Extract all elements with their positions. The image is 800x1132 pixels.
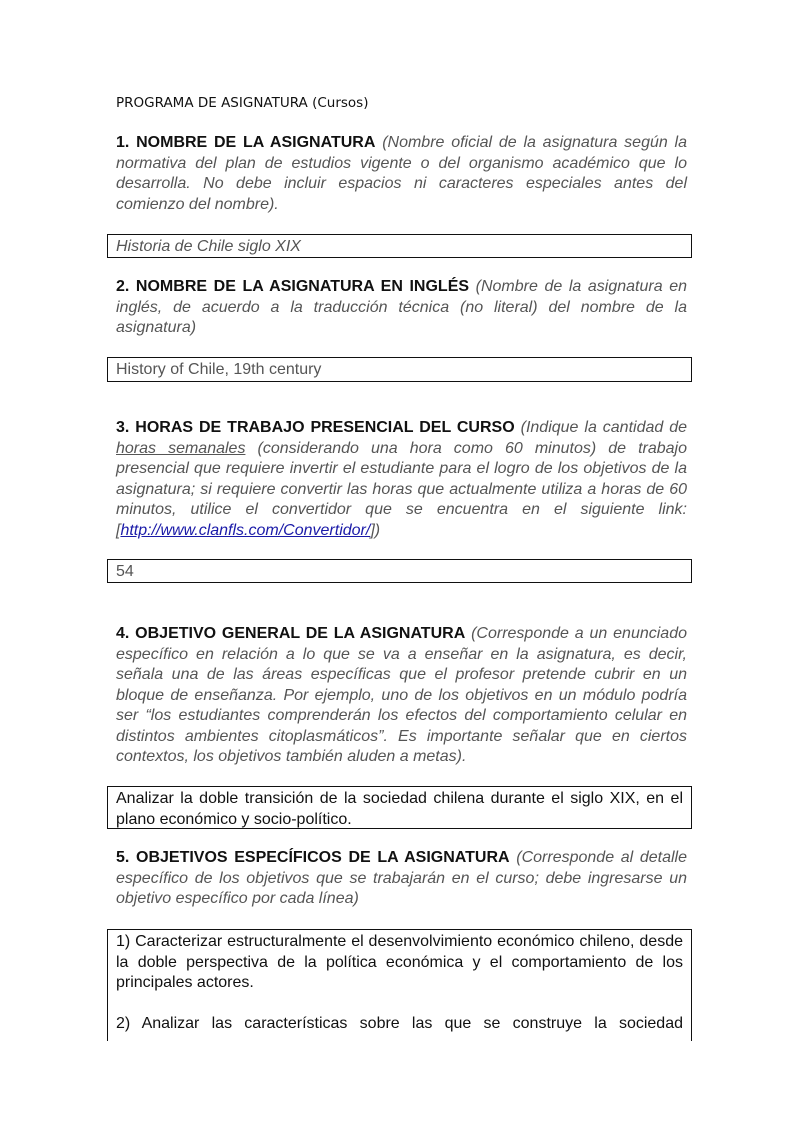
section-3-note-a: (Indique la cantidad de xyxy=(520,419,688,436)
general-objective-value: Analizar la doble transición de la sociedad chilena durante el siglo XIX, en el plano económico y socio-político. xyxy=(116,790,683,828)
course-name-english-value: History of Chile, 19th century xyxy=(116,361,322,378)
section-5-instructions xyxy=(116,848,687,910)
section-3-note-b: (considerando una hora como 60 minutos) de trabajo presencial que requiere invertir el estudiante para el logro de los objetivos de la asignatura; si requiere convertir las horas que actualmente utiliza a horas de 60 minutos, utilice el convertidor que se encuentra en el siguiente link: [ xyxy=(116,439,687,539)
section-3-title: 3. HORAS DE TRABAJO PRESENCIAL DEL CURSO xyxy=(116,419,515,436)
specific-objectives-field[interactable] xyxy=(107,929,692,1041)
weekly-hours-value: 54 xyxy=(116,563,134,580)
section-4-note: (Corresponde a un enunciado específico en relación a lo que se va a enseñar en la asignatura, es decir, señala una de las áreas específicas que el profesor pretende cubrir en un bloque de enseñanza. Por ejemplo, uno de los objetivos en un módulo podría ser “los estudiantes comprenderán los efectos del comportamiento celular en distintos ambientes citoplasmáticos”. Es importante señalar que en ciertos contextos, los objetivos también aluden a metas). xyxy=(116,625,687,765)
section-4-title: 4. OBJETIVO GENERAL DE LA ASIGNATURA xyxy=(116,625,466,642)
section-4-instructions xyxy=(116,624,687,768)
course-name-english-field[interactable] xyxy=(107,357,692,382)
specific-objective-item: 2) Analizar las características sobre las que se construye la sociedad xyxy=(116,1014,683,1032)
course-name-value: Historia de Chile siglo XIX xyxy=(116,238,301,255)
converter-link[interactable]: http://www.clanfls.com/Convertidor/ xyxy=(120,521,371,539)
weekly-hours-field[interactable] xyxy=(107,559,692,583)
section-2-note: (Nombre de la asignatura en inglés, de acuerdo a la traducción técnica (no literal) del nombre de la asignatura) xyxy=(116,278,688,336)
general-objective-field[interactable] xyxy=(107,786,692,829)
specific-objective-item: 1) Caracterizar estructuralmente el desenvolvimiento económico chileno, desde la doble perspectiva de la política económica y el comportamiento de los principales actores. xyxy=(116,933,683,991)
section-2-instructions xyxy=(116,277,687,339)
section-5-note: (Corresponde al detalle específico de los objetivos que se trabajarán en el curso; debe ingresarse un objetivo específico por cada línea) xyxy=(116,849,687,907)
section-3-note-underlined: horas semanales xyxy=(116,439,246,457)
section-2-title: 2. NOMBRE DE LA ASIGNATURA EN INGLÉS xyxy=(116,278,470,295)
section-1-instructions xyxy=(116,133,687,215)
section-1-title: 1. NOMBRE DE LA ASIGNATURA xyxy=(116,134,376,151)
section-5-title: 5. OBJETIVOS ESPECÍFICOS DE LA ASIGNATURA xyxy=(116,849,510,866)
section-3-instructions xyxy=(116,418,687,541)
course-name-field[interactable] xyxy=(107,234,692,258)
section-3-note-c: ]) xyxy=(370,521,381,539)
page-heading: PROGRAMA DE ASIGNATURA (Cursos) xyxy=(116,95,369,111)
section-1-note: (Nombre oficial de la asignatura según la normativa del plan de estudios vigente o del organismo académico que lo desarrolla. No debe incluir espacios ni caracteres especiales antes del comienzo del nombre). xyxy=(116,134,688,213)
